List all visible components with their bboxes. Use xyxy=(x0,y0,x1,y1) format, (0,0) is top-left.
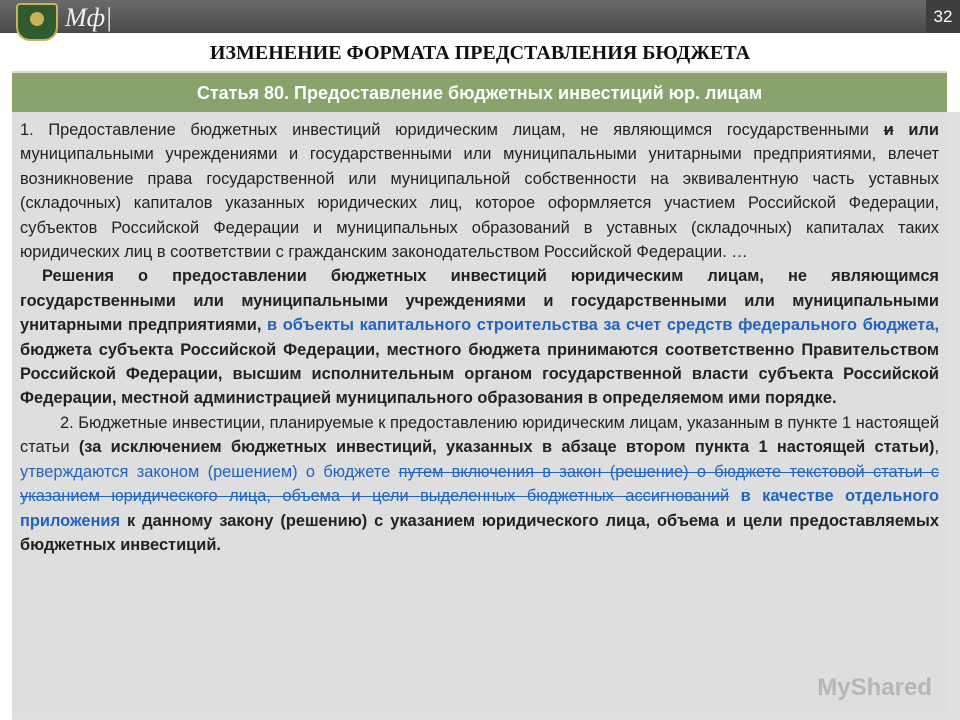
page-number: 32 xyxy=(926,0,960,33)
p1-inserted-word: или xyxy=(893,121,939,139)
p2-highlight: в объекты капитального строительства за счет средств федерального бюджета, xyxy=(267,316,939,335)
paragraph-1 xyxy=(20,118,939,264)
p3-struck-clause: путем включения в закон (решение) о бюджете текстовой статьи с указанием юридического лица, объема и цели выделенных бюджетных ассигнований xyxy=(20,462,939,506)
p2-text-b: бюджета субъекта Российской Федерации, местного бюджета принимаются соответственно Правительством Российской Федерации, высшим исполнительным органом государственной власти субъекта Российской Федерации, местной администрацией муниципального образования в определяемом ими порядке. xyxy=(20,340,939,408)
paragraph-2 xyxy=(20,264,939,410)
p3-highlight-2: в качестве отдельного приложения xyxy=(20,487,940,530)
p3-text-c: к данному закону (решению) с указанием юридического лица, объема и цели предоставляемых бюджетных инвестиций. xyxy=(20,511,939,554)
article-heading: Статья 80. Предоставление бюджетных инвестиций юр. лицам xyxy=(12,71,947,113)
p3-comma: , xyxy=(934,438,940,457)
p2-text-a: Решения о предоставлении бюджетных инвестиций юридическим лицам, не являющимся государственными или муниципальными учреждениями и государственными или муниципальными унитарными предприятиями, xyxy=(20,267,939,335)
ministry-emblem-icon xyxy=(16,3,58,41)
watermark-logo: MyShared xyxy=(817,674,932,701)
p3-bold-clause: (за исключением бюджетных инвестиций, указанных в абзаце втором пункта 1 настоящей статьи) xyxy=(78,438,935,457)
p3-text-a: 2. Бюджетные инвестиции, планируемые к предоставлению юридическим лицам, указанным в пункте 1 настоящей статьи xyxy=(20,413,939,457)
top-bar xyxy=(0,0,960,33)
p1-text-b: муниципальными учреждениями и государственными или муниципальными унитарными предприятиями, влечет возникновение права государственной или муниципальной собственности на эквивалентную часть уставных (складочных) капиталов указанных юридических лиц, которое оформляется участием Российской Федерации, субъектов Российской Федерации и муниципальных образований в уставных (складочных) капиталах таких юридических лиц в соответствии с гражданским законодательством Российской Федерации. … xyxy=(20,145,939,262)
p1-struck-word: и xyxy=(883,121,894,139)
slide-title: ИЗМЕНЕНИЕ ФОРМАТА ПРЕДСТАВЛЕНИЯ БЮДЖЕТА xyxy=(209,42,751,64)
paragraph-3 xyxy=(20,411,939,557)
p1-text-a: 1. Предоставление бюджетных инвестиций юридическим лицам, не являющимся государственными xyxy=(20,121,884,139)
p3-highlight-1: утверждаются законом (решением) о бюджете xyxy=(20,462,399,481)
logo-text: Мф| xyxy=(65,3,113,32)
article-text xyxy=(12,114,947,714)
